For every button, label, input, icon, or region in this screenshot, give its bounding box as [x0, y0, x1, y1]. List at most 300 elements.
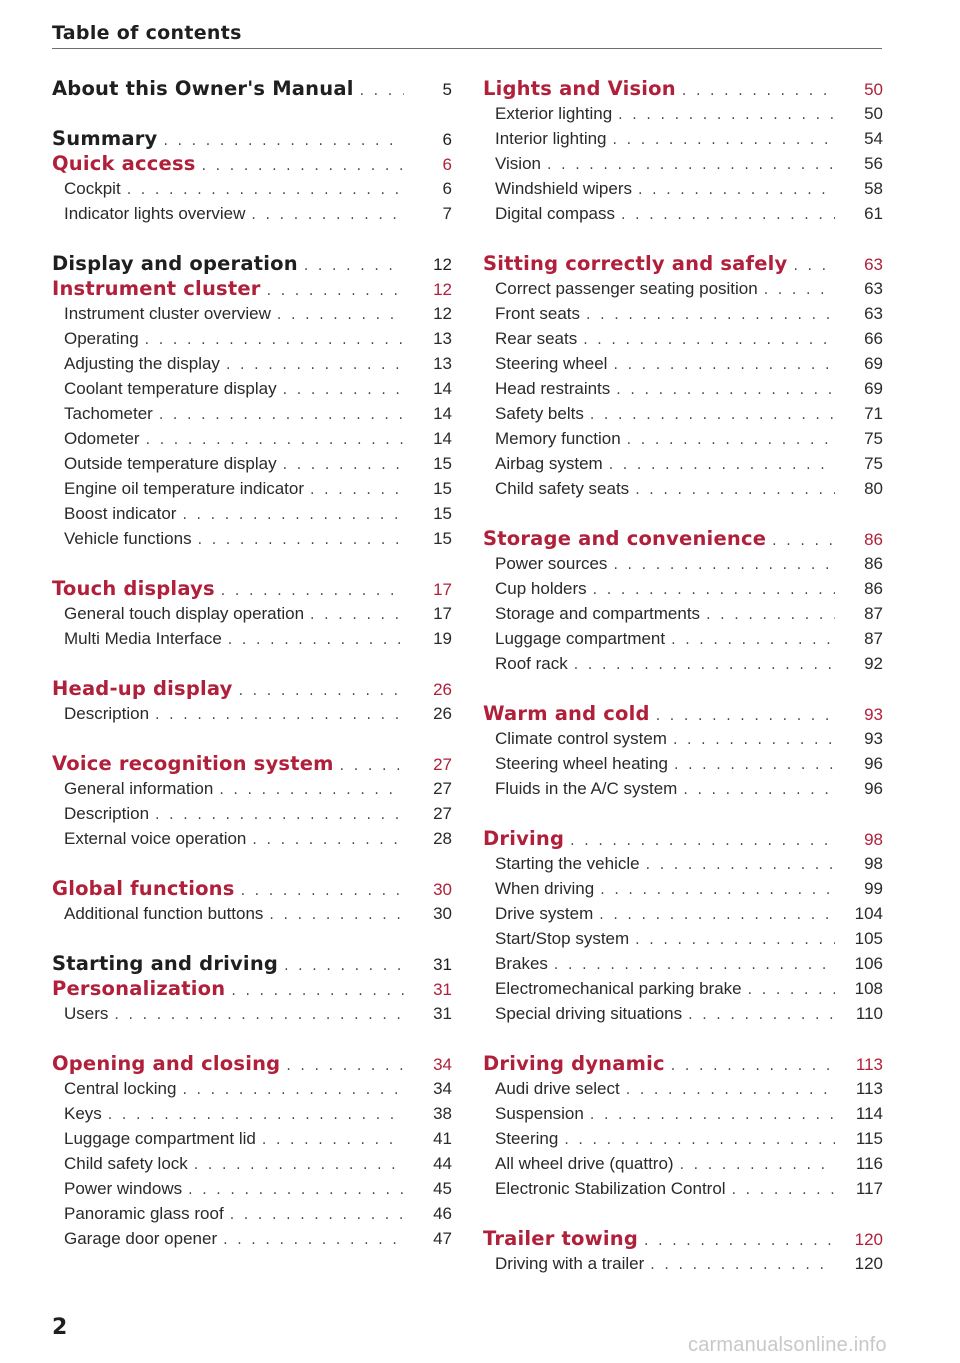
toc-chapter-touch-displays[interactable]: [52, 576, 452, 601]
toc-entry-title: Memory function: [495, 429, 621, 448]
toc-section: [52, 251, 452, 551]
toc-entry-safety-belts[interactable]: [483, 401, 883, 426]
toc-page-number: 34: [433, 1055, 452, 1074]
toc-chapter-sitting-correctly-and-safely[interactable]: [483, 251, 883, 276]
toc-entry-title: Multi Media Interface: [64, 629, 222, 648]
dot-leader: [611, 128, 835, 153]
toc-page-number: 27: [433, 755, 452, 774]
toc-entry-special-driving-situations[interactable]: [483, 1001, 883, 1026]
dot-leader: [217, 778, 404, 803]
toc-entry-title: Starting the vehicle: [495, 854, 640, 873]
toc-page-number: 6: [442, 179, 452, 198]
toc-page-number: 104: [854, 904, 883, 923]
toc-entry-title: Instrument cluster: [52, 277, 261, 300]
toc-entry-title: Airbag system: [495, 454, 603, 473]
toc-entry-title: Head-up display: [52, 677, 233, 700]
toc-page-number: 27: [433, 779, 452, 798]
toc-page-number: 61: [864, 204, 883, 223]
toc-chapter-display-and-operation[interactable]: [52, 251, 452, 276]
toc-page-number: 86: [864, 530, 883, 549]
toc-entry-vision[interactable]: [483, 151, 883, 176]
toc-entry-title: Electronic Stabilization Control: [495, 1179, 726, 1198]
toc-page-number: 106: [854, 954, 883, 973]
toc-page-number: 15: [433, 479, 452, 498]
dot-leader: [680, 79, 835, 104]
toc-entry-title: General touch display operation: [64, 604, 305, 623]
toc-entry-title: Central locking: [64, 1079, 177, 1098]
toc-entry-title: Coolant temperature display: [64, 379, 277, 398]
toc-entry-memory-function[interactable]: [483, 426, 883, 451]
dot-leader: [591, 578, 835, 603]
toc-entry-title: Power sources: [495, 554, 608, 573]
dot-leader: [584, 303, 835, 328]
watermark: carmanualsonline.info: [688, 1334, 887, 1356]
toc-page-number: 7: [442, 204, 452, 223]
toc-section: [52, 576, 452, 651]
toc-entry-child-safety-lock[interactable]: [52, 1151, 452, 1176]
toc-entry-title: Description: [64, 804, 150, 823]
toc-entry-interior-lighting[interactable]: [483, 126, 883, 151]
dot-leader: [180, 503, 404, 528]
toc-entry-title: Special driving situations: [495, 1004, 683, 1023]
toc-section: [52, 951, 452, 1026]
toc-entry-rear-seats[interactable]: [483, 326, 883, 351]
dot-leader: [607, 453, 835, 478]
toc-entry-cup-holders[interactable]: [483, 576, 883, 601]
toc-entry-title: Trailer towing: [483, 1227, 638, 1250]
toc-entry-airbag-system[interactable]: [483, 451, 883, 476]
toc-chapter-head-up-display[interactable]: [52, 676, 452, 701]
dot-leader: [636, 178, 835, 203]
toc-page-number: 6: [442, 130, 452, 149]
toc-entry-general-information[interactable]: [52, 776, 452, 801]
toc-entry-instrument-cluster-overview[interactable]: [52, 301, 452, 326]
toc-page-number: 75: [864, 429, 883, 448]
toc-entry-title: Operating: [64, 329, 139, 348]
toc-entry-external-voice-operation[interactable]: [52, 826, 452, 851]
dot-leader: [746, 978, 835, 1003]
toc-entry-suspension[interactable]: [483, 1101, 883, 1126]
toc-entry-title: Digital compass: [495, 204, 615, 223]
toc-chapter-global-functions[interactable]: [52, 876, 452, 901]
dot-leader: [633, 928, 835, 953]
toc-entry-keys[interactable]: [52, 1101, 452, 1126]
toc-entry-electromechanical-parking-brake[interactable]: [483, 976, 883, 1001]
toc-page-number: 17: [433, 580, 452, 599]
dot-leader: [200, 154, 404, 179]
toc-section: [483, 1051, 883, 1201]
toc-page-number: 15: [433, 529, 452, 548]
dot-leader: [762, 278, 835, 303]
toc-entry-title: Lights and Vision: [483, 77, 676, 100]
dot-leader: [642, 1229, 835, 1254]
toc-page-number: 87: [864, 629, 883, 648]
toc-entry-title: Interior lighting: [495, 129, 607, 148]
toc-entry-title: Steering: [495, 1129, 559, 1148]
toc-entry-front-seats[interactable]: [483, 301, 883, 326]
toc-entry-title: Driving dynamic: [483, 1052, 665, 1075]
dot-leader: [265, 279, 404, 304]
toc-entry-steering-wheel-heating[interactable]: [483, 751, 883, 776]
toc-page-number: 98: [864, 854, 883, 873]
dot-leader: [226, 628, 404, 653]
toc-entry-title: Exterior lighting: [495, 104, 613, 123]
toc-page-number: 58: [864, 179, 883, 198]
toc-entry-correct-passenger-seating-position[interactable]: [483, 276, 883, 301]
toc-page-number: 14: [433, 379, 452, 398]
toc-section: [52, 751, 452, 851]
toc-page-number: 63: [864, 255, 883, 274]
toc-entry-title: External voice operation: [64, 829, 247, 848]
toc-page-number: 6: [442, 155, 452, 174]
toc-chapter-instrument-cluster[interactable]: [52, 276, 452, 301]
toc-page-number: 14: [433, 429, 452, 448]
toc-entry-vehicle-functions[interactable]: [52, 526, 452, 551]
toc-entry-title: Touch displays: [52, 577, 215, 600]
toc-page-number: 30: [433, 904, 452, 923]
toc-entry-description[interactable]: [52, 701, 452, 726]
dot-leader: [686, 1003, 835, 1028]
toc-entry-title: Quick access: [52, 152, 196, 175]
toc-entry-title: Engine oil temperature indicator: [64, 479, 305, 498]
dot-leader: [624, 1078, 835, 1103]
toc-chapter-storage-and-convenience[interactable]: [483, 526, 883, 551]
toc-entry-title: Voice recognition system: [52, 752, 334, 775]
toc-entry-title: Sitting correctly and safely: [483, 252, 788, 275]
dot-leader: [275, 303, 404, 328]
toc-section: [52, 76, 452, 101]
dot-leader: [672, 753, 835, 778]
toc-entry-engine-oil-temperature-indicator[interactable]: [52, 476, 452, 501]
toc-page-number: 31: [433, 955, 452, 974]
toc-entry-title: Warm and cold: [483, 702, 650, 725]
dot-leader: [153, 703, 404, 728]
toc-entry-drive-system[interactable]: [483, 901, 883, 926]
toc-page-number: 27: [433, 804, 452, 823]
dot-leader: [669, 1054, 835, 1079]
toc-entry-steering-wheel[interactable]: [483, 351, 883, 376]
toc-page-number: 45: [433, 1179, 452, 1198]
toc-entry-boost-indicator[interactable]: [52, 501, 452, 526]
toc-entry-title: Boost indicator: [64, 504, 177, 523]
toc-entry-driving-with-a-trailer[interactable]: [483, 1251, 883, 1276]
toc-entry-power-sources[interactable]: [483, 551, 883, 576]
dot-leader: [562, 1128, 835, 1153]
toc-page-number: 34: [433, 1079, 452, 1098]
dot-leader: [282, 954, 404, 979]
toc-chapter-trailer-towing[interactable]: [483, 1226, 883, 1251]
toc-entry-title: About this Owner's Manual: [52, 77, 354, 100]
toc-chapter-starting-and-driving[interactable]: [52, 951, 452, 976]
toc-page-number: 15: [433, 454, 452, 473]
toc-entry-title: Fluids in the A/C system: [495, 779, 678, 798]
toc-page-number: 98: [864, 830, 883, 849]
toc-page-number: 93: [864, 729, 883, 748]
dot-leader: [614, 378, 835, 403]
toc-entry-title: Audi drive select: [495, 1079, 620, 1098]
dot-leader: [581, 328, 835, 353]
dot-leader: [284, 1054, 404, 1079]
dot-leader: [144, 428, 404, 453]
toc-entry-users[interactable]: [52, 1001, 452, 1026]
toc-page-number: 47: [433, 1229, 452, 1248]
toc-entry-fluids-in-the-a-c-system[interactable]: [483, 776, 883, 801]
toc-page-number: 12: [433, 280, 452, 299]
dot-leader: [545, 153, 835, 178]
dot-leader: [619, 203, 835, 228]
toc-entry-title: Head restraints: [495, 379, 611, 398]
dot-leader: [224, 353, 404, 378]
dot-leader: [196, 528, 404, 553]
dot-leader: [611, 353, 835, 378]
toc-entry-description[interactable]: [52, 801, 452, 826]
toc-entry-audi-drive-select[interactable]: [483, 1076, 883, 1101]
toc-section: [483, 1226, 883, 1276]
toc-entry-title: Vision: [495, 154, 541, 173]
toc-entry-odometer[interactable]: [52, 426, 452, 451]
toc-page-number: 50: [864, 104, 883, 123]
dot-leader: [770, 529, 835, 554]
dot-leader: [678, 1153, 835, 1178]
dot-leader: [633, 478, 835, 503]
toc-chapter-driving[interactable]: [483, 826, 883, 851]
toc-entry-storage-and-compartments[interactable]: [483, 601, 883, 626]
toc-page-number: 96: [864, 779, 883, 798]
toc-entry-title: All wheel drive (quattro): [495, 1154, 674, 1173]
toc-page-number: 120: [854, 1254, 883, 1273]
dot-leader: [616, 103, 835, 128]
dot-leader: [106, 1103, 404, 1128]
dot-leader: [229, 979, 404, 1004]
toc-entry-adjusting-the-display[interactable]: [52, 351, 452, 376]
toc-page-number: 69: [864, 379, 883, 398]
dot-leader: [260, 1128, 404, 1153]
toc-entry-title: Summary: [52, 127, 158, 150]
toc-entry-title: Child safety lock: [64, 1154, 188, 1173]
toc-entry-start-stop-system[interactable]: [483, 926, 883, 951]
toc-chapter-lights-and-vision[interactable]: [483, 76, 883, 101]
toc-page-number: 69: [864, 354, 883, 373]
toc-entry-title: Roof rack: [495, 654, 568, 673]
toc-page-number: 28: [433, 829, 452, 848]
dot-leader: [654, 704, 835, 729]
toc-entry-title: Outside temperature display: [64, 454, 277, 473]
dot-leader: [281, 453, 404, 478]
toc-entry-title: Power windows: [64, 1179, 183, 1198]
toc-right-column: [483, 76, 883, 1301]
toc-entry-steering[interactable]: [483, 1126, 883, 1151]
toc-entry-title: Opening and closing: [52, 1052, 281, 1075]
toc-page-number: 63: [864, 304, 883, 323]
toc-entry-title: Indicator lights overview: [64, 204, 246, 223]
dot-leader: [598, 878, 835, 903]
toc-page-number: 80: [864, 479, 883, 498]
toc-page-number: 105: [854, 929, 883, 948]
toc-page-number: 46: [433, 1204, 452, 1223]
toc-entry-title: Safety belts: [495, 404, 584, 423]
toc-entry-starting-the-vehicle[interactable]: [483, 851, 883, 876]
toc-entry-title: Adjusting the display: [64, 354, 220, 373]
toc-entry-title: Storage and compartments: [495, 604, 701, 623]
toc-page-number: 30: [433, 880, 452, 899]
toc-chapter-quick-access[interactable]: [52, 151, 452, 176]
toc-entry-title: Display and operation: [52, 252, 298, 275]
toc-entry-tachometer[interactable]: [52, 401, 452, 426]
toc-entry-additional-function-buttons[interactable]: [52, 901, 452, 926]
toc-entry-windshield-wipers[interactable]: [483, 176, 883, 201]
toc-page-number: 31: [433, 980, 452, 999]
dot-leader: [267, 903, 404, 928]
dot-leader: [704, 603, 835, 628]
dot-leader: [237, 679, 404, 704]
toc-entry-title: Storage and convenience: [483, 527, 767, 550]
toc-entry-title: Windshield wipers: [495, 179, 632, 198]
toc-entry-luggage-compartment-lid[interactable]: [52, 1126, 452, 1151]
toc-entry-title: Personalization: [52, 977, 226, 1000]
toc-entry-title: Driving with a trailer: [495, 1254, 645, 1273]
dot-leader: [308, 603, 404, 628]
toc-entry-title: Panoramic glass roof: [64, 1204, 224, 1223]
toc-page-number: 14: [433, 404, 452, 423]
toc-page-number: 93: [864, 705, 883, 724]
toc-entry-cockpit[interactable]: [52, 176, 452, 201]
toc-entry-title: Cup holders: [495, 579, 587, 598]
dot-leader: [588, 403, 835, 428]
toc-page-number: 13: [433, 354, 452, 373]
toc-entry-title: Additional function buttons: [64, 904, 264, 923]
toc-page-number: 38: [433, 1104, 452, 1123]
toc-entry-title: General information: [64, 779, 214, 798]
toc-entry-exterior-lighting[interactable]: [483, 101, 883, 126]
toc-chapter-warm-and-cold[interactable]: [483, 701, 883, 726]
toc-entry-roof-rack[interactable]: [483, 651, 883, 676]
toc-entry-all-wheel-drive-quattro[interactable]: [483, 1151, 883, 1176]
dot-leader: [588, 1103, 835, 1128]
toc-page-number: 114: [855, 1104, 883, 1123]
toc-section: [52, 1051, 452, 1251]
toc-page-number: 115: [855, 1129, 883, 1148]
toc-page-number: 63: [864, 279, 883, 298]
toc-page-number: 66: [864, 329, 883, 348]
toc-page-number: 12: [433, 255, 452, 274]
toc-entry-title: Keys: [64, 1104, 102, 1123]
toc-page-number: 26: [433, 704, 452, 723]
toc-entry-power-windows[interactable]: [52, 1176, 452, 1201]
toc-entry-title: Tachometer: [64, 404, 153, 423]
toc-section: [483, 526, 883, 676]
toc-page-number: 31: [433, 1004, 452, 1023]
toc-entry-coolant-temperature-display[interactable]: [52, 376, 452, 401]
toc-entry-multi-media-interface[interactable]: [52, 626, 452, 651]
toc-page-number: 117: [855, 1179, 883, 1198]
toc-entry-title: Instrument cluster overview: [64, 304, 271, 323]
toc-entry-outside-temperature-display[interactable]: [52, 451, 452, 476]
dot-leader: [228, 1203, 404, 1228]
toc-entry-central-locking[interactable]: [52, 1076, 452, 1101]
toc-entry-electronic-stabilization-control[interactable]: [483, 1176, 883, 1201]
toc-entry-operating[interactable]: [52, 326, 452, 351]
dot-leader: [308, 478, 404, 503]
toc-entry-title: Electromechanical parking brake: [495, 979, 742, 998]
toc-chapter-summary[interactable]: [52, 126, 452, 151]
toc-section: [52, 126, 452, 226]
dot-leader: [302, 254, 404, 279]
dot-leader: [358, 79, 404, 104]
toc-entry-when-driving[interactable]: [483, 876, 883, 901]
dot-leader: [572, 653, 835, 678]
toc-page-number: 116: [855, 1154, 883, 1173]
toc-section: [483, 826, 883, 1026]
toc-chapter-about-this-owner-s-manual[interactable]: [52, 76, 452, 101]
toc-entry-title: Climate control system: [495, 729, 667, 748]
toc-entry-title: Correct passenger seating position: [495, 279, 758, 298]
dot-leader: [648, 1253, 835, 1278]
toc-page-number: 50: [864, 80, 883, 99]
page-title: Table of contents: [52, 22, 242, 44]
dot-leader: [112, 1003, 404, 1028]
toc-entry-title: Steering wheel: [495, 354, 608, 373]
toc-page-number: 44: [433, 1154, 452, 1173]
toc-entry-title: Cockpit: [64, 179, 121, 198]
toc-entry-luggage-compartment[interactable]: [483, 626, 883, 651]
dot-leader: [157, 403, 404, 428]
toc-chapter-personalization[interactable]: [52, 976, 452, 1001]
toc-entry-general-touch-display-operation[interactable]: [52, 601, 452, 626]
toc-entry-garage-door-opener[interactable]: [52, 1226, 452, 1251]
toc-entry-digital-compass[interactable]: [483, 201, 883, 226]
toc-entry-title: Vehicle functions: [64, 529, 192, 548]
toc-page-number: 54: [864, 129, 883, 148]
dot-leader: [625, 428, 835, 453]
page-header: [52, 22, 882, 49]
dot-leader: [125, 178, 404, 203]
toc-page-number: 15: [433, 504, 452, 523]
toc-entry-head-restraints[interactable]: [483, 376, 883, 401]
dot-leader: [192, 1153, 404, 1178]
toc-entry-climate-control-system[interactable]: [483, 726, 883, 751]
dot-leader: [186, 1178, 404, 1203]
toc-page-number: 113: [855, 1079, 883, 1098]
toc-left-column: [52, 76, 452, 1276]
toc-page-number: 19: [433, 629, 452, 648]
toc-chapter-voice-recognition-system[interactable]: [52, 751, 452, 776]
dot-leader: [669, 628, 835, 653]
toc-entry-title: When driving: [495, 879, 595, 898]
toc-page-number: 26: [433, 680, 452, 699]
dot-leader: [180, 1078, 404, 1103]
toc-entry-indicator-lights-overview[interactable]: [52, 201, 452, 226]
dot-leader: [153, 803, 404, 828]
toc-page-number: 86: [864, 554, 883, 573]
toc-chapter-opening-and-closing[interactable]: [52, 1051, 452, 1076]
dot-leader: [143, 328, 404, 353]
page-number: 2: [52, 1315, 68, 1340]
toc-page-number: 120: [854, 1230, 883, 1249]
toc-entry-brakes[interactable]: [483, 951, 883, 976]
toc-chapter-driving-dynamic[interactable]: [483, 1051, 883, 1076]
toc-page-number: 92: [864, 654, 883, 673]
toc-page-number: 13: [433, 329, 452, 348]
dot-leader: [221, 1228, 404, 1253]
dot-leader: [249, 203, 404, 228]
toc-page-number: 56: [864, 154, 883, 173]
dot-leader: [338, 754, 404, 779]
toc-section: [52, 676, 452, 726]
toc-page-number: 108: [854, 979, 883, 998]
toc-entry-title: Starting and driving: [52, 952, 279, 975]
toc-entry-panoramic-glass-roof[interactable]: [52, 1201, 452, 1226]
toc-entry-child-safety-seats[interactable]: [483, 476, 883, 501]
